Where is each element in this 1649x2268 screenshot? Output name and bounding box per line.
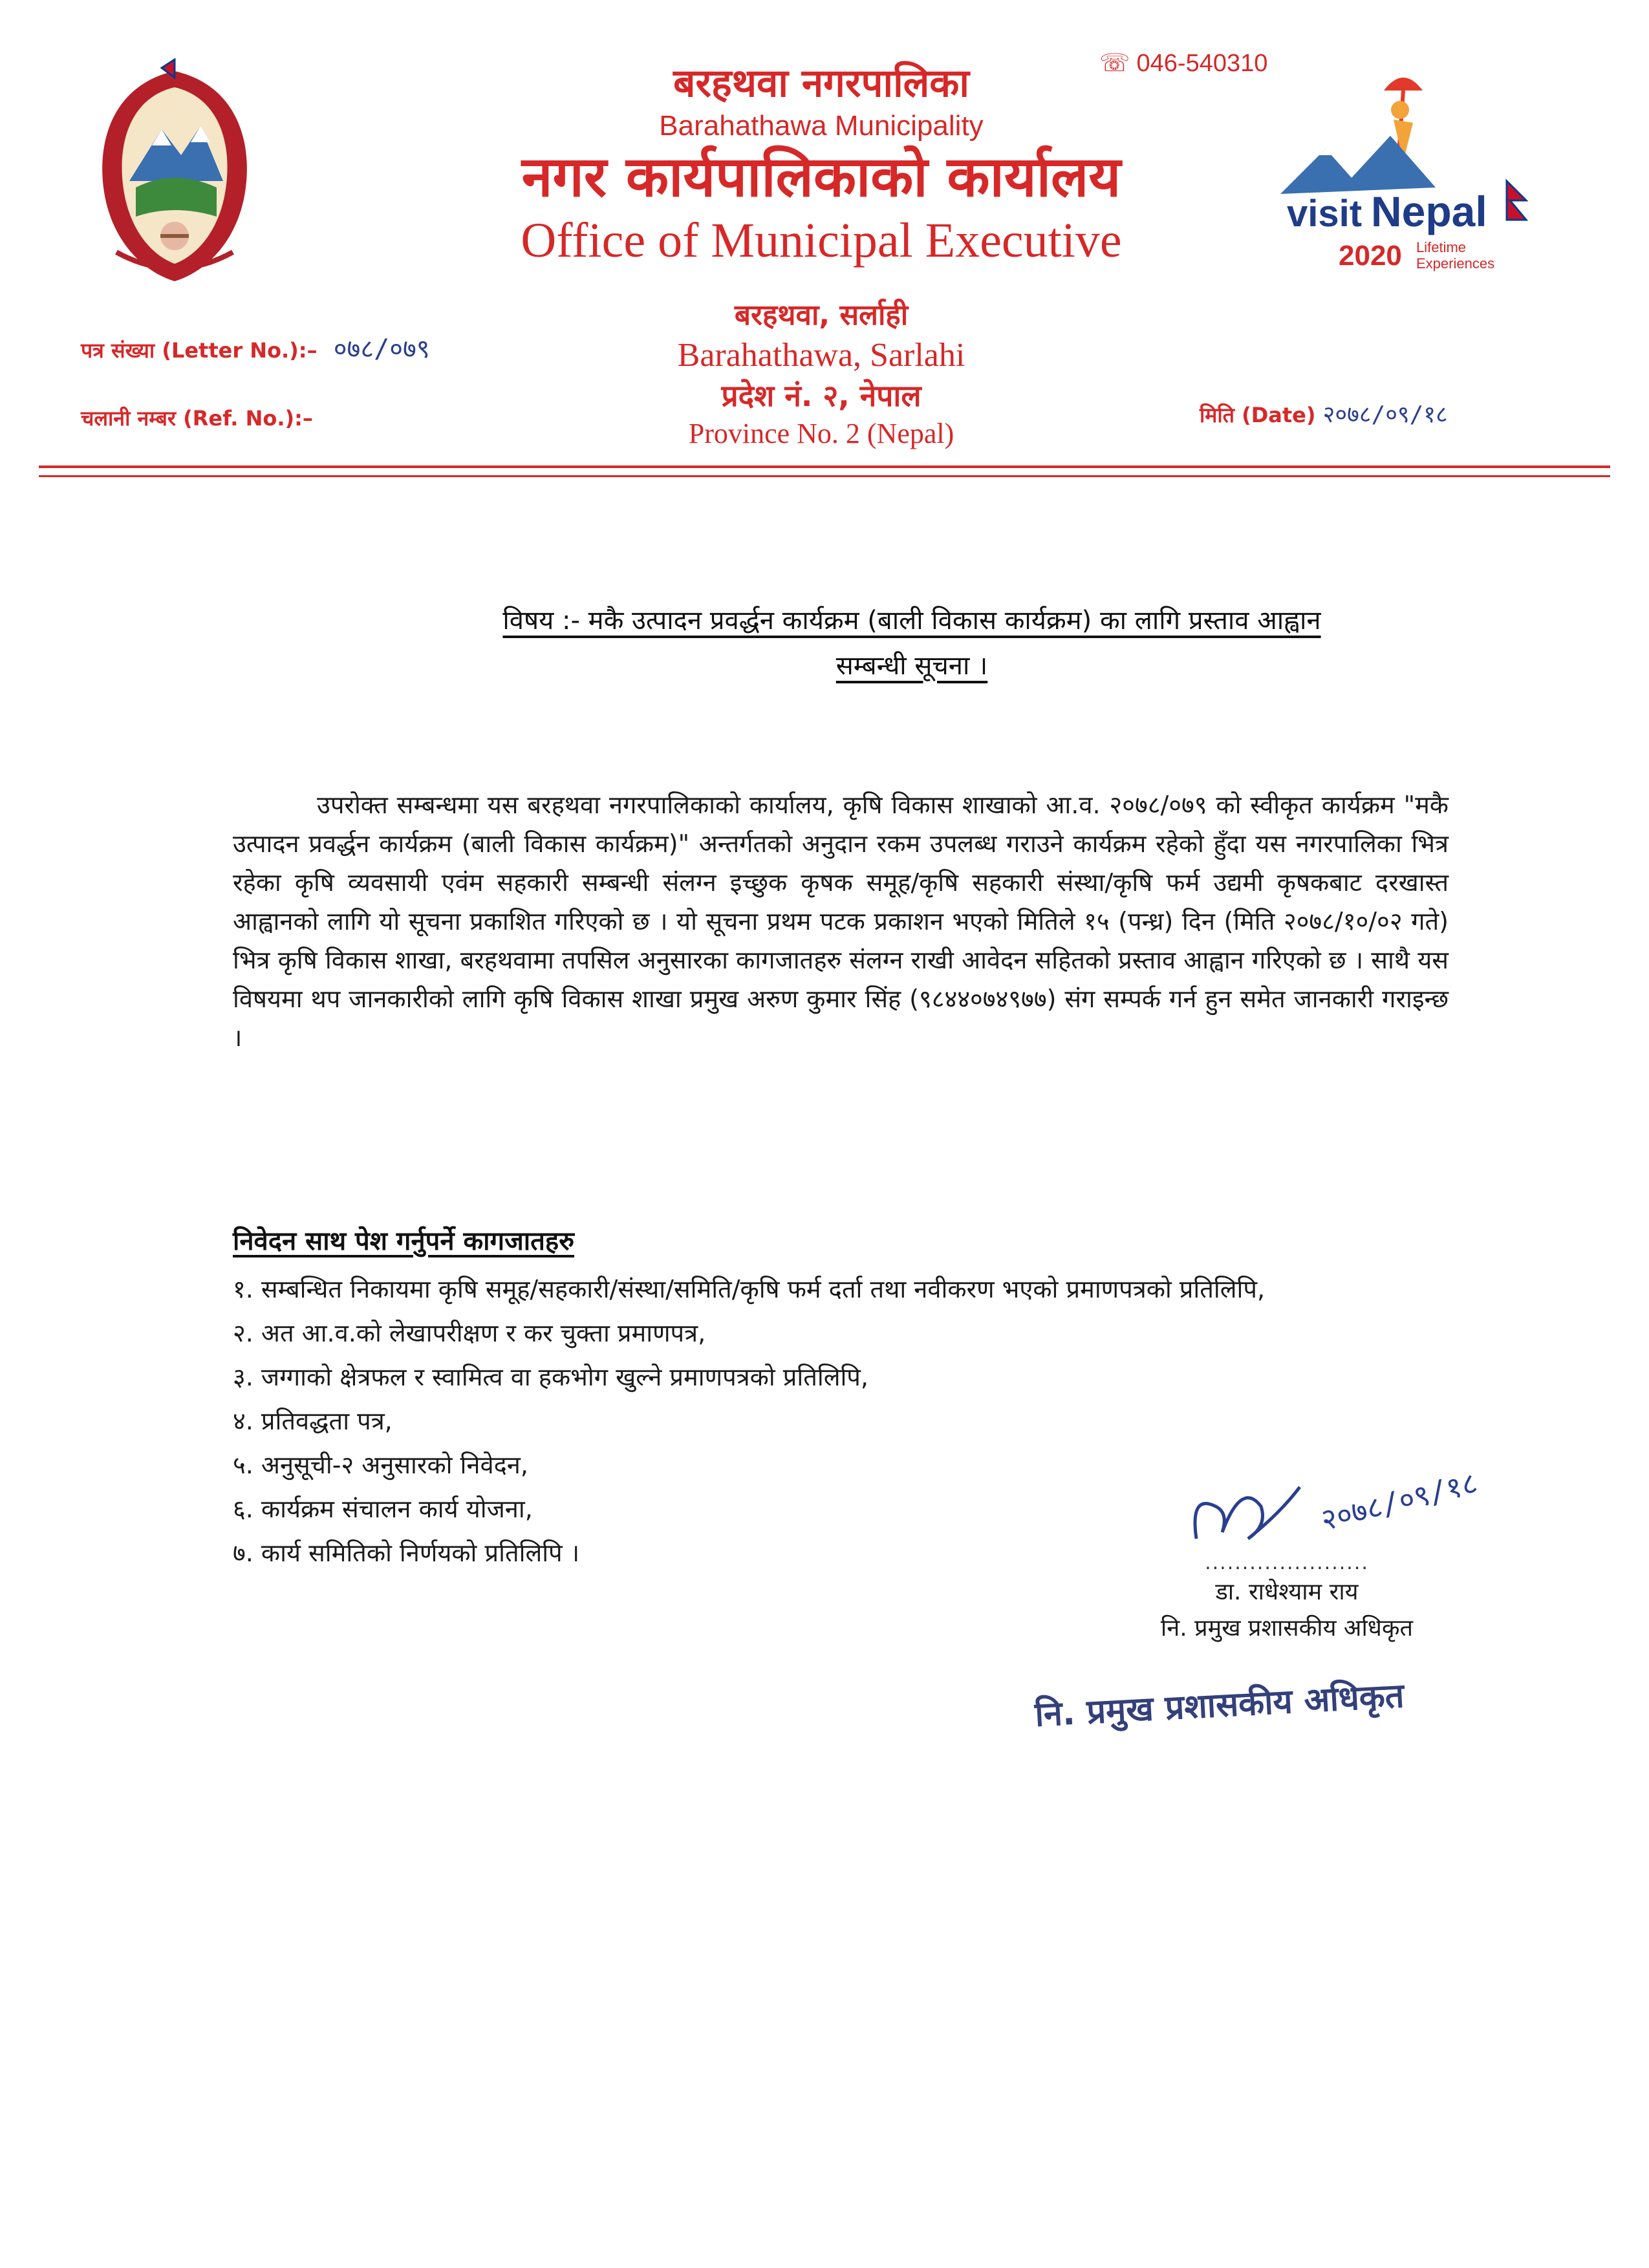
date-value: २०७८/०९/१८	[1322, 401, 1448, 428]
experiences-text: Experiences	[1416, 255, 1495, 272]
signature-dots: ......................	[1205, 1552, 1369, 1574]
header-rule-top	[39, 465, 1610, 468]
reference-number	[81, 404, 313, 432]
list-item: ६. कार्यक्रम संचालन कार्य योजना,	[233, 1495, 533, 1523]
list-item: २. अत आ.व.को लेखापरीक्षण र कर चुक्ता प्रमाणपत्र,	[233, 1319, 706, 1347]
phone-value: 046-540310	[1136, 50, 1268, 77]
list-item: ५. अनुसूची-२ अनुसारको निवेदन,	[233, 1451, 528, 1479]
list-item: ३. जग्गाको क्षेत्रफल र स्वामित्व वा हकभोग खुल्ने प्रमाणपत्रको प्रतिलिपि,	[233, 1363, 868, 1391]
province-nepali: प्रदेश नं. २, नेपाल	[721, 378, 921, 413]
letter-number-label: पत्र संख्या (Letter No.):–	[81, 338, 318, 363]
nepal-text: Nepal	[1371, 187, 1487, 235]
phone-number	[1099, 48, 1267, 78]
signatory-name: डा. राधेश्याम राय	[1215, 1579, 1359, 1605]
letterhead	[362, 58, 1280, 453]
list-item: ४. प्रतिवद्धता पत्र,	[233, 1407, 393, 1435]
list-item: ७. कार्य समितिको निर्णयको प्रतिलिपि ।	[233, 1539, 580, 1567]
documents-list-heading: निवेदन साथ पेश गर्नुपर्ने कागजातहरु	[233, 1226, 575, 1256]
date-label: मिति (Date)	[1200, 403, 1316, 427]
subject-line-1: विषय :- मकै उत्पादन प्रवर्द्धन कार्यक्रम (बाली विकास कार्यक्रम) का लागि प्रस्ताव आह्वान	[502, 606, 1321, 636]
telephone-icon: ☏	[1099, 50, 1130, 77]
list-item: १. सम्बन्धित निकायमा कृषि समूह/सहकारी/संस्था/समिति/कृषि फर्म दर्ता तथा नवीकरण भएको प्रमाणपत्रको प्रतिलिपि,	[233, 1275, 1266, 1303]
signature-block	[1061, 1552, 1513, 1647]
body-paragraph: उपरोक्त सम्बन्धमा यस बरहथवा नगरपालिकाको कार्यालय, कृषि विकास शाखाको आ.व. २०७८/०७९ को स्वीकृत कार्यक्रम "मकै उत्पादन प्रवर्द्धन कार्यक्रम (बाली विकास कार्यक्रम)" अन्तर्गतको अनुदान रकम उपलब्ध गराउने कार्यक्रम रहेको हुँदा यस नगरपालिका भित्र रहेका कृषि व्यवसायी एवंम सहकारी सम्बन्धी संलग्न इच्छुक कृषक समूह/कृषि सहकारी संस्था/कृषि फर्म उद्यमी कृषकबाट दरखास्त आह्वानको लागि यो सूचना प्रकाशित गरिएको छ । यो सूचना प्रथम पटक प्रकाशन भएको मितिले १५ (पन्ध्र) दिन (मिति २०७८/१०/०२ गते) भित्र कृषि विकास शाखा, बरहथवामा तपसिल अनुसारका कागजातहरु संलग्न राखी आवेदन सहितको प्रस्ताव आह्वान गरिएको छ । साथै यस विषयमा थप जानकारीको लागि कृषि विकास शाखा प्रमुख अरुण कुमार सिंह (९८४४०७४९७७) संग सम्पर्क गर्न हुन समेत जानकारी गराइन्छ ।	[233, 791, 1449, 1052]
org-name-nepali: बरहथवा नगरपालिका	[673, 61, 969, 106]
letter-date	[1200, 398, 1448, 429]
reference-number-label: चलानी नम्बर (Ref. No.):–	[81, 406, 313, 431]
visit-nepal-logo	[1267, 52, 1552, 284]
address-english: Barahathawa, Sarlahi	[677, 337, 965, 374]
letter-number-value: ०७८/०७९	[333, 334, 430, 364]
subject	[362, 598, 1461, 689]
handwritten-date: २०७८/०९/१८	[1317, 1464, 1481, 1538]
office-name-nepali: नगर कार्यपालिकाको कार्यालय	[521, 145, 1121, 209]
org-name-english: Barahathawa Municipality	[659, 110, 984, 142]
designation-stamp: नि. प्रमुख प्रशासकीय अधिकृत	[1033, 1676, 1405, 1735]
nepal-emblem-logo	[78, 58, 272, 291]
lifetime-text: Lifetime	[1416, 239, 1467, 255]
year-text: 2020	[1339, 240, 1402, 272]
province-english: Province No. 2 (Nepal)	[688, 418, 954, 449]
letter-number	[81, 330, 430, 365]
visit-text: visit	[1287, 193, 1363, 235]
address-nepali: बरहथवा, सर्लाही	[734, 299, 909, 332]
handwritten-signature	[1183, 1468, 1313, 1561]
subject-line-2: सम्बन्धी सूचना ।	[835, 651, 988, 681]
header-rule-bottom	[39, 475, 1610, 477]
office-name-english: Office of Municipal Executive	[521, 213, 1122, 268]
signatory-designation: नि. प्रमुख प्रशासकीय अधिकृत	[1160, 1615, 1414, 1642]
